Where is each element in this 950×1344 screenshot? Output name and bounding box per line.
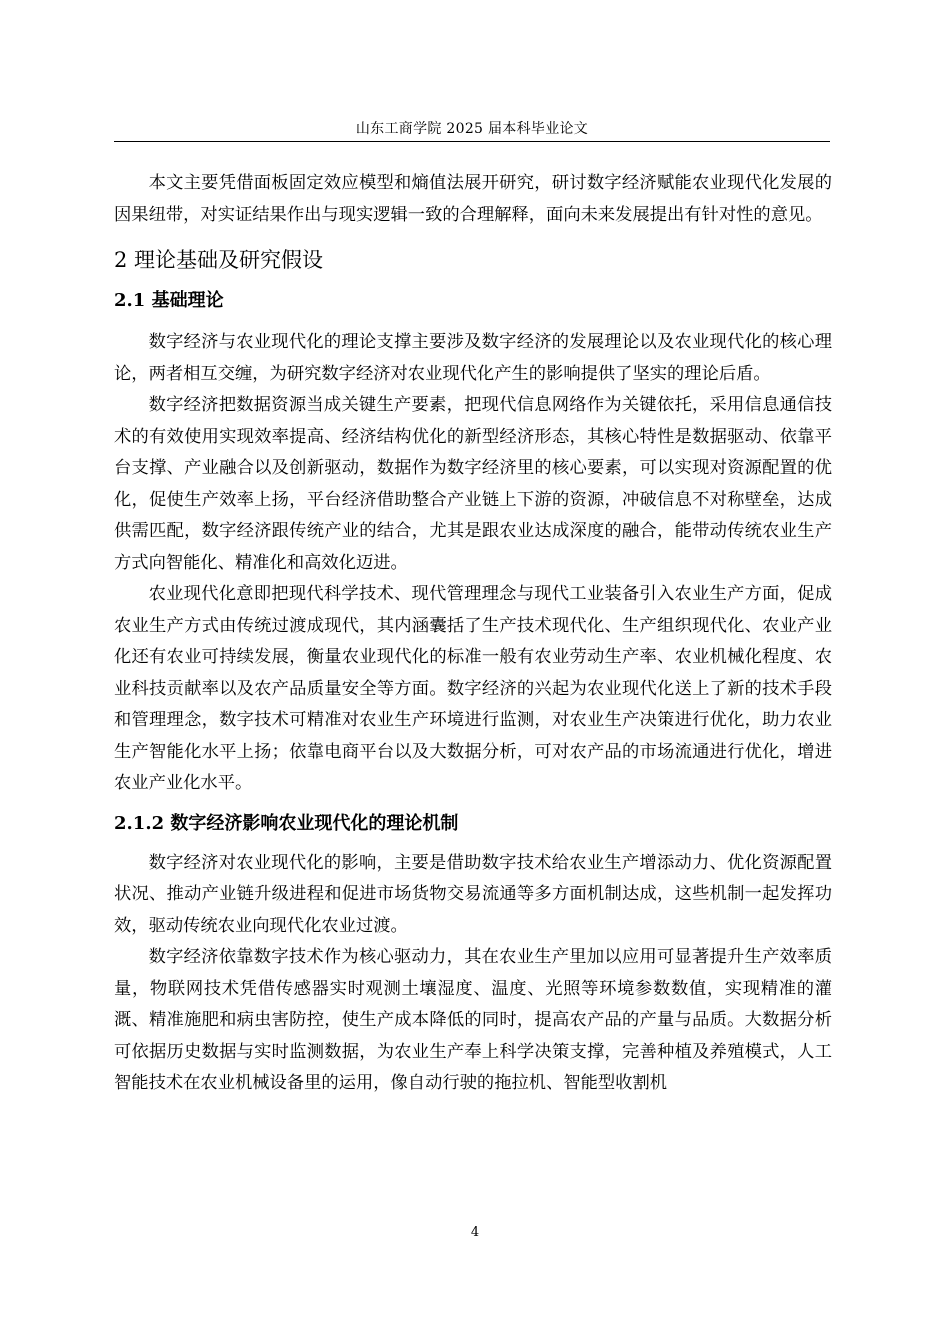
body-paragraph: 数字经济对农业现代化的影响，主要是借助数字技术给农业生产增添动力、优化资源配置状况、推动产业链升级进程和促进市场货物交易流通等多方面机制达成，这些机制一起发挥功效，驱动传统农业向现代化农业过渡。 <box>114 852 832 936</box>
page-body <box>114 168 832 1100</box>
body-paragraph: 数字经济把数据资源当成关键生产要素，把现代信息网络作为关键依托，采用信息通信技术的有效使用实现效率提高、经济结构优化的新型经济形态，其核心特性是数据驱动、依靠平台支撑、产业融合以及创新驱动，数据作为数字经济里的核心要素，可以实现对资源配置的优化，促使生产效率上扬，平台经济借助整合产业链上下游的资源，冲破信息不对称壁垒，达成供需匹配，数字经济跟传统产业的结合，尤其是跟农业达成深度的融合，能带动传统农业生产方式向智能化、精准化和高效化迈进。 <box>114 395 832 573</box>
header-rule <box>114 141 830 142</box>
subsubsection-heading: 2.1.2 数字经济影响农业现代化的理论机制 <box>114 812 459 834</box>
subsection-heading: 2.1 基础理论 <box>114 290 224 311</box>
body-paragraph: 数字经济依靠数字技术作为核心驱动力，其在农业生产里加以应用可显著提升生产效率质量，物联网技术凭借传感器实时观测土壤湿度、温度、光照等环境参数数值，实现精准的灌溉、精准施肥和病虫害防控，使生产成本降低的同时，提高农产品的产量与品质。大数据分析可依据历史数据与实时监测数据，为农业生产奉上科学决策支撑，完善种植及养殖模式，人工智能技术在农业机械设备里的运用，像自动行驶的拖拉机、智能型收割机 <box>114 947 832 1093</box>
body-paragraph: 数字经济与农业现代化的理论支撑主要涉及数字经济的发展理论以及农业现代化的核心理论，两者相互交缠，为研究数字经济对农业现代化产生的影响提供了坚实的理论后盾。 <box>114 332 832 384</box>
body-paragraph: 农业现代化意即把现代科学技术、现代管理理念与现代工业装备引入农业生产方面，促成农业生产方式由传统过渡成现代，其内涵囊括了生产技术现代化、生产组织现代化、农业产业化还有农业可持续发展，衡量农业现代化的标准一般有农业劳动生产率、农业机械化程度、农业科技贡献率以及农产品质量安全等方面。数字经济的兴起为农业现代化送上了新的技术手段和管理理念，数字技术可精准对农业生产环境进行监测，对农业生产决策进行优化，助力农业生产智能化水平上扬；依靠电商平台以及大数据分析，可对农产品的市场流通进行优化，增进农业产业化水平。 <box>114 584 832 793</box>
page-number: 4 <box>470 1225 480 1240</box>
section-heading: 2 理论基础及研究假设 <box>114 248 324 272</box>
intro-paragraph: 本文主要凭借面板固定效应模型和熵值法展开研究，研讨数字经济赋能农业现代化发展的因果纽带，对实证结果作出与现实逻辑一致的合理解释，面向未来发展提出有针对性的意见。 <box>114 173 832 225</box>
running-header: 山东工商学院 2025 届本科毕业论文 <box>355 121 589 137</box>
